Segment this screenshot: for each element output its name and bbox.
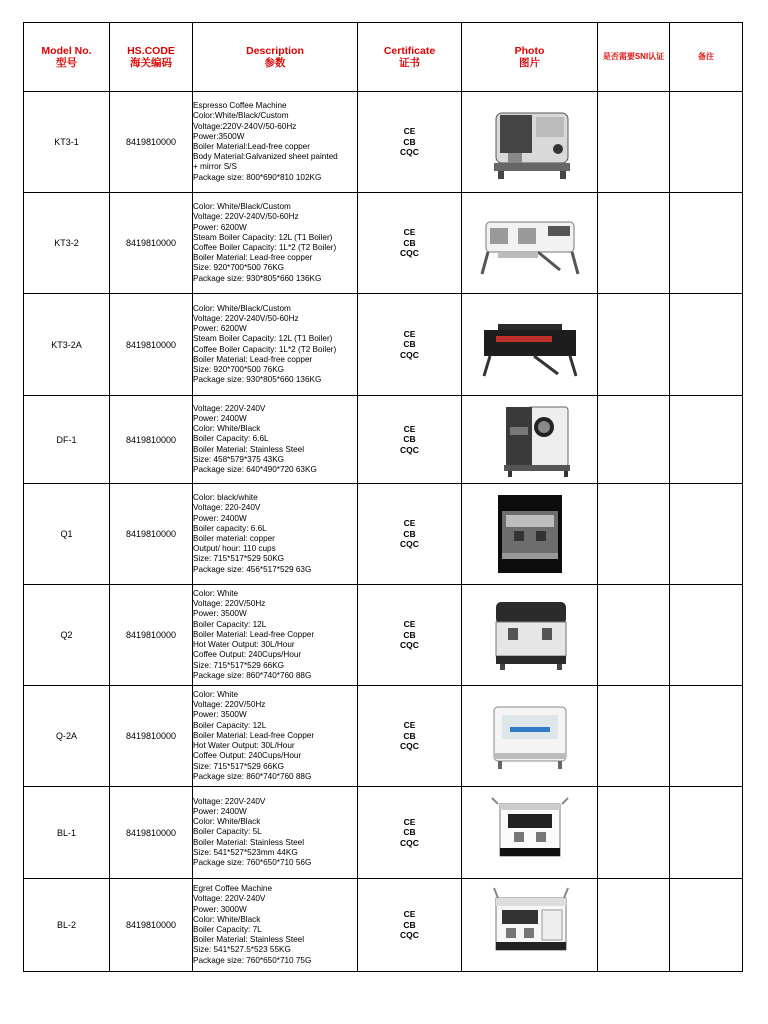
machine-photo-icon — [478, 491, 582, 577]
header-photo: Photo 图片 — [462, 23, 598, 92]
certificate-label: CQC — [400, 147, 419, 158]
certificate-label: CB — [403, 434, 416, 445]
description-line: Color: black/white — [193, 493, 258, 503]
certificates — [358, 193, 462, 294]
product-photo — [462, 686, 598, 787]
header-remark: 备注 — [670, 23, 743, 92]
product-photo — [462, 92, 598, 193]
machine-photo-icon — [478, 302, 582, 388]
description-line: Voltage: 220V-240V — [193, 796, 266, 806]
sni-cell — [598, 396, 670, 484]
certificates — [358, 92, 462, 193]
table-row — [24, 585, 743, 686]
description — [193, 686, 358, 787]
description-line: Color: White/Black — [193, 817, 261, 827]
description — [193, 787, 358, 879]
description-line: Steam Boiler Capacity: 12L (T1 Boiler) — [193, 334, 333, 344]
description-line: Coffee Output: 240Cups/Hour — [193, 751, 302, 761]
model-number: BL-1 — [24, 787, 110, 879]
description — [193, 585, 358, 686]
description-line: Voltage: 220V-240V/50-60Hz — [193, 313, 299, 323]
description-line: Egret Coffee Machine — [193, 884, 273, 894]
remark-cell — [670, 686, 743, 787]
remark-cell — [670, 92, 743, 193]
machine-photo-icon — [478, 397, 582, 483]
product-photo — [462, 879, 598, 972]
description-line: Package size: 860*740*760 88G — [193, 771, 312, 781]
description-line: Size: 541*527*523mm 44KG — [193, 847, 298, 857]
table-row — [24, 787, 743, 879]
table-row — [24, 686, 743, 787]
hs-code: 8419810000 — [110, 92, 193, 193]
description-line: Steam Boiler Capacity: 12L (T1 Boiler) — [193, 232, 333, 242]
description-line: Boiler Capacity: 12L — [193, 619, 267, 629]
header-model: Model No. 型号 — [24, 23, 110, 92]
certificate-label: CB — [403, 629, 416, 640]
table-row — [24, 396, 743, 484]
description-line: Color: White/Black — [193, 914, 261, 924]
description-line: Boiler Material: Lead-free copper — [193, 253, 313, 263]
description-line: Package size: 930*805*660 136KG — [193, 375, 322, 385]
product-photo — [462, 585, 598, 686]
machine-photo-icon — [478, 592, 582, 678]
certificates — [358, 879, 462, 972]
description-line: Size: 920*700*500 76KG — [193, 364, 285, 374]
certificate-label: CE — [403, 227, 416, 238]
description-line: Voltage: 220V-240V/50-60Hz — [193, 212, 299, 222]
remark-cell — [670, 787, 743, 879]
description-line: Package size: 860*740*760 88G — [193, 670, 312, 680]
hs-code: 8419810000 — [110, 585, 193, 686]
certificate-label: CB — [403, 827, 416, 838]
description — [193, 294, 358, 396]
hs-code: 8419810000 — [110, 686, 193, 787]
description-line: Power: 3500W — [193, 710, 247, 720]
machine-photo-icon — [478, 693, 582, 779]
description-line: Voltage: 220V/50Hz — [193, 599, 266, 609]
sni-cell — [598, 92, 670, 193]
description-line: Hot Water Output: 30L/Hour — [193, 741, 295, 751]
sni-cell — [598, 294, 670, 396]
description-line: Color: White — [193, 690, 239, 700]
table-row — [24, 92, 743, 193]
certificate-label: CE — [403, 328, 416, 339]
remark-cell — [670, 396, 743, 484]
certificate-label: CE — [403, 909, 416, 920]
certificate-label: CB — [403, 339, 416, 350]
description-line: Size: 458*579*375 43KG — [193, 454, 285, 464]
certificate-label: CE — [403, 816, 416, 827]
certificate-label: CQC — [400, 741, 419, 752]
product-photo — [462, 787, 598, 879]
certificates — [358, 294, 462, 396]
header-hs-code: HS.CODE 海关编码 — [110, 23, 193, 92]
description-line: Boiler Material: Stainless Steel — [193, 444, 305, 454]
description-line: Power: 2400W — [193, 413, 247, 423]
table-row — [24, 484, 743, 585]
hs-code: 8419810000 — [110, 193, 193, 294]
description-line: Package size: 800*690*810 102KG — [193, 172, 322, 182]
description-line: Boiler Material: Stainless Steel — [193, 837, 305, 847]
description-line: Package size: 456*517*529 63G — [193, 564, 312, 574]
sni-cell — [598, 484, 670, 585]
description — [193, 396, 358, 484]
certificate-label: CQC — [400, 837, 419, 848]
description-line: Size: 541*527.5*523 55KG — [193, 945, 291, 955]
certificate-label: CQC — [400, 444, 419, 455]
remark-cell — [670, 484, 743, 585]
description-line: Size: 715*517*529 66KG — [193, 660, 285, 670]
certificate-label: CB — [403, 528, 416, 539]
description-line: Voltage:220V-240V/50-60Hz — [193, 121, 297, 131]
description-line: Coffee Boiler Capacity: 1L*2 (T2 Boiler) — [193, 344, 337, 354]
header-row — [24, 23, 743, 92]
description-line: Size: 920*700*500 76KG — [193, 263, 285, 273]
header-certificate: Certificate 证书 — [358, 23, 462, 92]
description-line: Boiler Capacity: 5L — [193, 827, 262, 837]
remark-cell — [670, 585, 743, 686]
machine-photo-icon — [478, 99, 582, 185]
certificate-label: CQC — [400, 349, 419, 360]
sni-cell — [598, 585, 670, 686]
description-line: Boiler Capacity: 12L — [193, 720, 267, 730]
model-number: Q1 — [24, 484, 110, 585]
model-number: DF-1 — [24, 396, 110, 484]
description-line: Power: 3500W — [193, 609, 247, 619]
model-number: BL-2 — [24, 879, 110, 972]
product-spec-table — [23, 22, 743, 972]
description-line: Coffee Output: 240Cups/Hour — [193, 650, 302, 660]
description-line: Boiler capacity: 6.6L — [193, 523, 267, 533]
certificates — [358, 396, 462, 484]
certificate-label: CE — [403, 720, 416, 731]
description-line: Boiler Material: Stainless Steel — [193, 935, 305, 945]
product-photo — [462, 294, 598, 396]
description-line: Boiler Material: Lead-free Copper — [193, 629, 315, 639]
description-line: Power: 3000W — [193, 904, 247, 914]
description-line: Voltage: 220V-240V — [193, 403, 266, 413]
machine-photo-icon — [478, 882, 582, 968]
certificate-label: CB — [403, 919, 416, 930]
description-line: Coffee Boiler Capacity: 1L*2 (T2 Boiler) — [193, 243, 337, 252]
description-line: + mirror S/S — [193, 162, 237, 172]
certificate-label: CE — [403, 518, 416, 529]
description — [193, 92, 358, 193]
description-line: Boiler Material: Lead-free Copper — [193, 730, 315, 740]
description-line: Color: White/Black — [193, 424, 261, 434]
hs-code: 8419810000 — [110, 484, 193, 585]
description — [193, 193, 358, 294]
certificate-label: CE — [403, 126, 416, 137]
description-line: Boiler Material:Lead-free copper — [193, 142, 310, 151]
model-number: KT3-2A — [24, 294, 110, 396]
remark-cell — [670, 193, 743, 294]
description-line: Size: 715*517*529 66KG — [193, 761, 285, 771]
certificate-label: CQC — [400, 248, 419, 259]
sni-cell — [598, 193, 670, 294]
certificate-label: CE — [403, 423, 416, 434]
description-line: Package size: 930*805*660 136KG — [193, 273, 322, 283]
hs-code: 8419810000 — [110, 396, 193, 484]
remark-cell — [670, 294, 743, 396]
description-line: Power: 2400W — [193, 806, 247, 816]
description-line: Voltage: 220-240V — [193, 503, 261, 513]
description-line: Power: 6200W — [193, 222, 247, 232]
hs-code: 8419810000 — [110, 787, 193, 879]
description-line: Voltage: 220V-240V — [193, 894, 266, 904]
description-line: Size: 715*517*529 50KG — [193, 554, 285, 564]
sni-cell — [598, 686, 670, 787]
certificate-label: CQC — [400, 539, 419, 550]
model-number: KT3-2 — [24, 193, 110, 294]
model-number: Q-2A — [24, 686, 110, 787]
certificates — [358, 787, 462, 879]
description-line: Package size: 760*650*710 56G — [193, 858, 312, 867]
description — [193, 879, 358, 972]
certificate-label: CB — [403, 237, 416, 248]
remark-cell — [670, 879, 743, 972]
hs-code: 8419810000 — [110, 879, 193, 972]
description-line: Body Material:Galvanized sheet painted — [193, 152, 338, 162]
description-line: Color: White — [193, 589, 239, 599]
description-line: Hot Water Output: 30L/Hour — [193, 640, 295, 650]
model-number: Q2 — [24, 585, 110, 686]
description-line: Package size: 640*490*720 63KG — [193, 465, 317, 474]
description-line: Espresso Coffee Machine — [193, 101, 287, 111]
hs-code: 8419810000 — [110, 294, 193, 396]
product-photo — [462, 396, 598, 484]
table-row — [24, 193, 743, 294]
certificate-label: CB — [403, 730, 416, 741]
description — [193, 484, 358, 585]
certificates — [358, 484, 462, 585]
description-line: Power:3500W — [193, 131, 245, 141]
sni-cell — [598, 787, 670, 879]
header-description: Description 参数 — [193, 23, 358, 92]
description-line: Color: White/Black/Custom — [193, 303, 291, 313]
certificate-label: CQC — [400, 930, 419, 941]
description-line: Boiler Capacity: 6.6L — [193, 434, 269, 444]
model-number: KT3-1 — [24, 92, 110, 193]
description-line: Package size: 760*650*710 75G — [193, 955, 312, 965]
product-photo — [462, 193, 598, 294]
description-line: Color: White/Black/Custom — [193, 202, 291, 212]
header-sni: 是否需要SNI认证 — [598, 23, 670, 92]
product-photo — [462, 484, 598, 585]
certificate-label: CQC — [400, 640, 419, 651]
description-line: Power: 2400W — [193, 513, 247, 523]
table-row — [24, 294, 743, 396]
description-line: Color:White/Black/Custom — [193, 111, 289, 121]
certificates — [358, 686, 462, 787]
certificates — [358, 585, 462, 686]
description-line: Boiler Capacity: 7L — [193, 925, 262, 934]
machine-photo-icon — [478, 200, 582, 286]
sni-cell — [598, 879, 670, 972]
certificate-label: CB — [403, 136, 416, 147]
description-line: Boiler material: copper — [193, 534, 275, 543]
description-line: Power: 6200W — [193, 324, 247, 334]
description-line: Output/ hour: 110 cups — [193, 544, 276, 554]
certificate-label: CE — [403, 619, 416, 630]
table-row — [24, 879, 743, 972]
description-line: Boiler Material: Lead-free copper — [193, 354, 313, 364]
description-line: Voltage: 220V/50Hz — [193, 700, 266, 710]
machine-photo-icon — [478, 790, 582, 876]
